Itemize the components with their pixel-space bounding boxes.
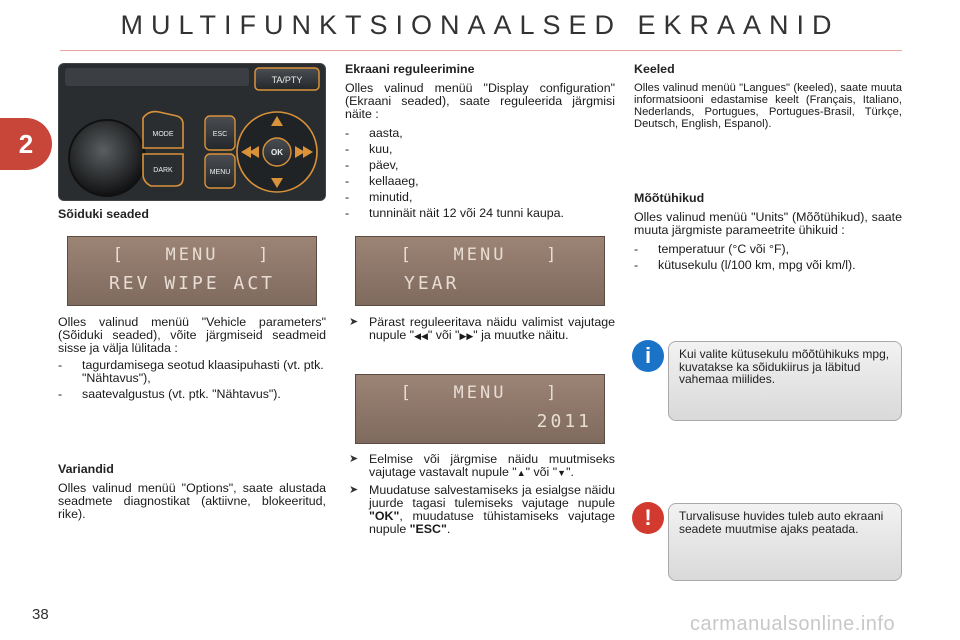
lcd-line-menu: [ MENU ] <box>112 245 272 265</box>
fast-forward-icon: ▶▶ <box>459 331 474 341</box>
list-item: - kuu, <box>345 142 393 156</box>
languages-heading: Keeled <box>634 62 675 76</box>
mode-label: MODE <box>152 131 174 138</box>
variants-text: Olles valinud menüü "Options", saate alustada seadmete diagnostikat (aktiivne, blokeeritud, rike). <box>58 481 326 521</box>
units-heading: Mõõtühikud <box>634 191 705 205</box>
menu-label: MENU <box>209 169 231 176</box>
esc-label: ESC <box>212 131 228 138</box>
list-item-text: aasta, <box>369 126 403 140</box>
list-item-text: kellaaeg, <box>369 174 419 188</box>
list-item: ➤ Eelmise või järgmise näidu muutmiseks vajutage vastavalt nupule "▲" või "▼". <box>349 452 615 479</box>
lcd-display-year <box>355 236 605 306</box>
list-item: - kellaaeg, <box>345 174 419 188</box>
rewind-icon: ◀◀ <box>414 331 428 341</box>
watermark: carmanualsonline.info <box>690 613 896 635</box>
up-arrow-icon: ▲ <box>516 468 526 478</box>
lcd-line-year: YEAR <box>404 273 460 294</box>
languages-section <box>634 63 902 132</box>
vehicle-settings-caption: Sõiduki seaded <box>58 207 149 221</box>
warning-icon: ! <box>632 502 664 534</box>
lcd-line-2011: 2011 <box>536 411 592 432</box>
vehicle-settings-section <box>58 316 326 404</box>
lcd-line-menu: [ MENU ] <box>400 245 560 265</box>
list-item: - tagurdamisega seotud klaasipuhasti (vt. ptk. "Nähtavus"), <box>58 358 324 385</box>
warning-note <box>668 503 902 581</box>
info-icon: i <box>632 340 664 372</box>
units-section <box>634 192 902 275</box>
down-arrow-icon: ▼ <box>557 468 567 478</box>
list-item-text: temperatuur (°C või °F), <box>658 242 790 256</box>
lcd-line-menu: [ MENU ] <box>400 383 560 403</box>
vehicle-settings-list <box>58 359 326 401</box>
display-settings-list <box>345 127 615 220</box>
list-item: - tunninäit näit 12 või 24 tunni kaupa. <box>345 206 564 220</box>
mode-button <box>143 112 183 148</box>
variants-section <box>58 463 326 523</box>
info-note <box>668 341 902 421</box>
info-note-text: Kui valite kütusekulu mõõtühikuks mpg, kuvatakse ka sõidukiirus ja läbitud vahemaa miilides. <box>679 347 890 386</box>
units-text: Olles valinud menüü "Units" (Mõõtühikud), saate muuta järgmiste parameetrite ühikuid : <box>634 210 902 237</box>
display-settings-heading: Ekraani reguleerimine <box>345 62 475 76</box>
list-item: - aasta, <box>345 126 403 140</box>
dark-label: DARK <box>153 167 173 174</box>
list-item-text: kütusekulu (l/100 km, mpg või km/l). <box>658 258 856 272</box>
list-item-text: saatevalgustus (vt. ptk. "Nähtavus"). <box>82 387 281 401</box>
list-item: - kütusekulu (l/100 km, mpg või km/l). <box>634 258 856 272</box>
list-item-text: minutid, <box>369 190 413 204</box>
ta-pty-label: TA/PTY <box>271 75 303 85</box>
list-item-text: päev, <box>369 158 399 172</box>
list-item: - minutid, <box>345 190 413 204</box>
ok-label: OK <box>271 148 283 157</box>
warning-note-text: Turvalisuse huvides tuleb auto ekraani seadete muutmise ajaks peatada. <box>679 509 884 536</box>
control-panel-illustration <box>59 64 326 201</box>
chapter-tab: 2 <box>0 118 52 170</box>
list-item-text: kuu, <box>369 142 393 156</box>
list-item: - päev, <box>345 158 399 172</box>
languages-text: Olles valinud menüü "Langues" (keeled), saate muuta informatsiooni edastamise keelt (Français, Italiano, Nederlands, Portugues, Portugues-Brasil, Türkçe, Deutsch, English, Espanol). <box>634 82 902 130</box>
list-item-text: tunninäit näit 12 või 24 tunni kaupa. <box>369 206 564 220</box>
lcd-display-rev-wipe <box>67 236 317 306</box>
list-item: ➤ Muudatuse salvestamiseks ja esialgse näidu juurde tagasi tulemiseks vajutage nupule "OK", muudatuse tühistamiseks vajutage nupule "ESC". <box>349 483 615 536</box>
step-change-value <box>345 453 615 540</box>
vehicle-settings-intro: Olles valinud menüü "Vehicle parameters" (Sõiduki seaded), võite järgmiseid seadmeid sisse ja välja lülitada : <box>58 315 326 355</box>
step-select-value <box>345 316 615 347</box>
list-item: - saatevalgustus (vt. ptk. "Nähtavus"). <box>58 387 281 401</box>
title-divider <box>60 50 902 51</box>
list-item-text: tagurdamisega seotud klaasipuhasti (vt. ptk. "Nähtavus"), <box>82 358 324 385</box>
volume-knob <box>69 120 145 196</box>
lcd-display-2011 <box>355 374 605 444</box>
units-list <box>634 243 902 272</box>
display-settings-intro: Olles valinud menüü "Display configuration" (Ekraani seaded), saate reguleerida järgmisi näite : <box>345 81 615 121</box>
display-settings-section <box>345 63 615 223</box>
control-panel-photo <box>58 63 326 201</box>
variants-heading: Variandid <box>58 462 114 476</box>
vehicle-settings-caption-block <box>58 208 326 227</box>
page-title: MULTIFUNKTSIONAALSED EKRAANID <box>120 10 840 40</box>
list-item: - temperatuur (°C või °F), <box>634 242 790 256</box>
list-item: ➤ Pärast reguleeritava näidu valimist vajutage nupule "◀◀" või "▶▶" ja muutke näitu. <box>349 315 615 342</box>
page-number: 38 <box>32 606 49 623</box>
lcd-line-rev-wipe: REV WIPE ACT <box>108 273 276 294</box>
